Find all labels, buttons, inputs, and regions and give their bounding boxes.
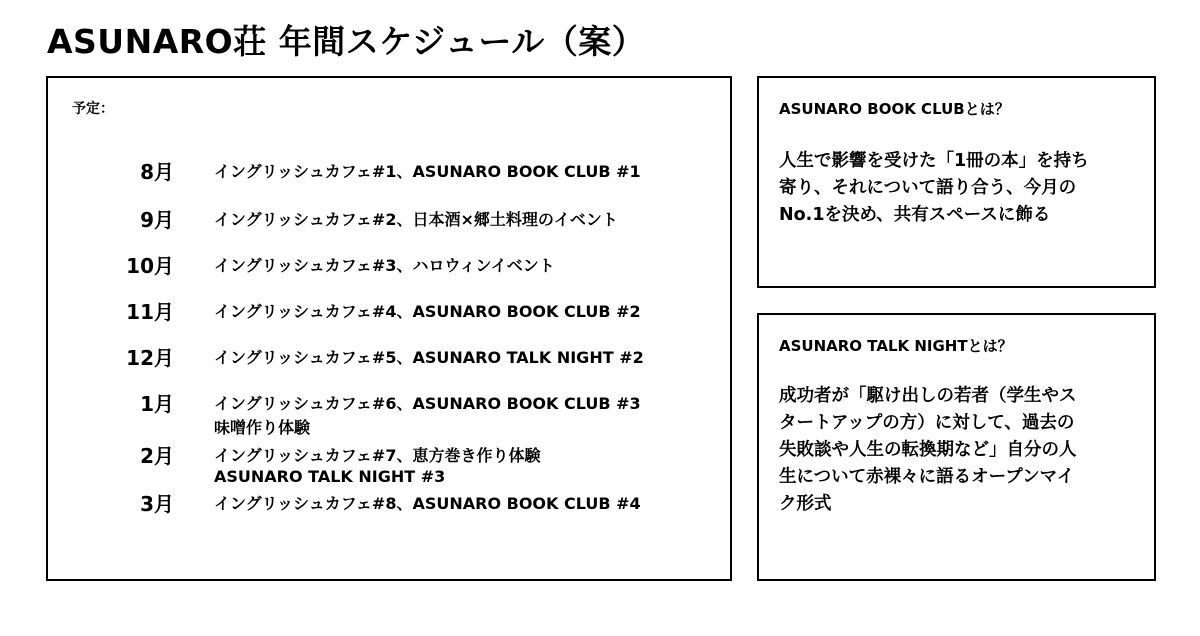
schedule-event: イングリッシュカフェ#4、ASUNARO BOOK CLUB #2 bbox=[214, 302, 641, 321]
description-line: 生について赤裸々に語るオープンマイ bbox=[779, 467, 1075, 487]
description-line: 人生で影響を受けた「1冊の本」を持ち bbox=[779, 151, 1089, 171]
schedule-event: イングリッシュカフェ#1、ASUNARO BOOK CLUB #1 bbox=[214, 162, 641, 181]
book-club-description bbox=[779, 148, 1139, 229]
page-title: ASUNARO荘 年間スケジュール（案） bbox=[47, 22, 646, 61]
schedule-event: 味噌作り体験 bbox=[214, 418, 311, 437]
talk-night-description bbox=[779, 383, 1139, 518]
description-line: 寄り、それについて語り合う、今月の bbox=[779, 178, 1077, 198]
description-line: No.1を決め、共有スペースに飾る bbox=[779, 205, 1051, 225]
book-club-title: ASUNARO BOOK CLUBとは？ bbox=[779, 100, 1010, 118]
schedule-heading: 予定： bbox=[72, 101, 114, 117]
description-line: タートアップの方）に対して、過去の bbox=[779, 413, 1075, 433]
schedule-event: イングリッシュカフェ#2、日本酒×郷土料理のイベント bbox=[214, 210, 618, 229]
schedule-event: イングリッシュカフェ#5、ASUNARO TALK NIGHT #2 bbox=[214, 348, 644, 367]
talk-night-title: ASUNARO TALK NIGHTとは？ bbox=[779, 337, 1013, 355]
schedule-month: 9月 bbox=[140, 208, 174, 232]
description-line: ク形式 bbox=[779, 494, 832, 514]
schedule-month: 11月 bbox=[126, 300, 174, 324]
book-club-panel bbox=[757, 76, 1156, 288]
talk-night-panel bbox=[757, 313, 1156, 581]
schedule-month: 10月 bbox=[126, 254, 174, 278]
schedule-event: イングリッシュカフェ#8、ASUNARO BOOK CLUB #4 bbox=[214, 494, 641, 513]
schedule-event: イングリッシュカフェ#6、ASUNARO BOOK CLUB #3 bbox=[214, 394, 641, 413]
schedule-month: 2月 bbox=[140, 444, 174, 468]
schedule-event: イングリッシュカフェ#3、ハロウィンイベント bbox=[214, 256, 555, 275]
schedule-event: イングリッシュカフェ#7、恵方巻き作り体験 bbox=[214, 446, 541, 465]
description-line: 成功者が「駆け出しの若者（学生やス bbox=[779, 386, 1077, 406]
schedule-month: 1月 bbox=[140, 392, 174, 416]
description-line: 失敗談や人生の転換期など」自分の人 bbox=[779, 440, 1077, 460]
schedule-panel bbox=[46, 76, 732, 581]
schedule-month: 3月 bbox=[140, 492, 174, 516]
schedule-month: 8月 bbox=[140, 160, 174, 184]
schedule-month: 12月 bbox=[126, 346, 174, 370]
schedule-event: ASUNARO TALK NIGHT #3 bbox=[214, 467, 446, 486]
